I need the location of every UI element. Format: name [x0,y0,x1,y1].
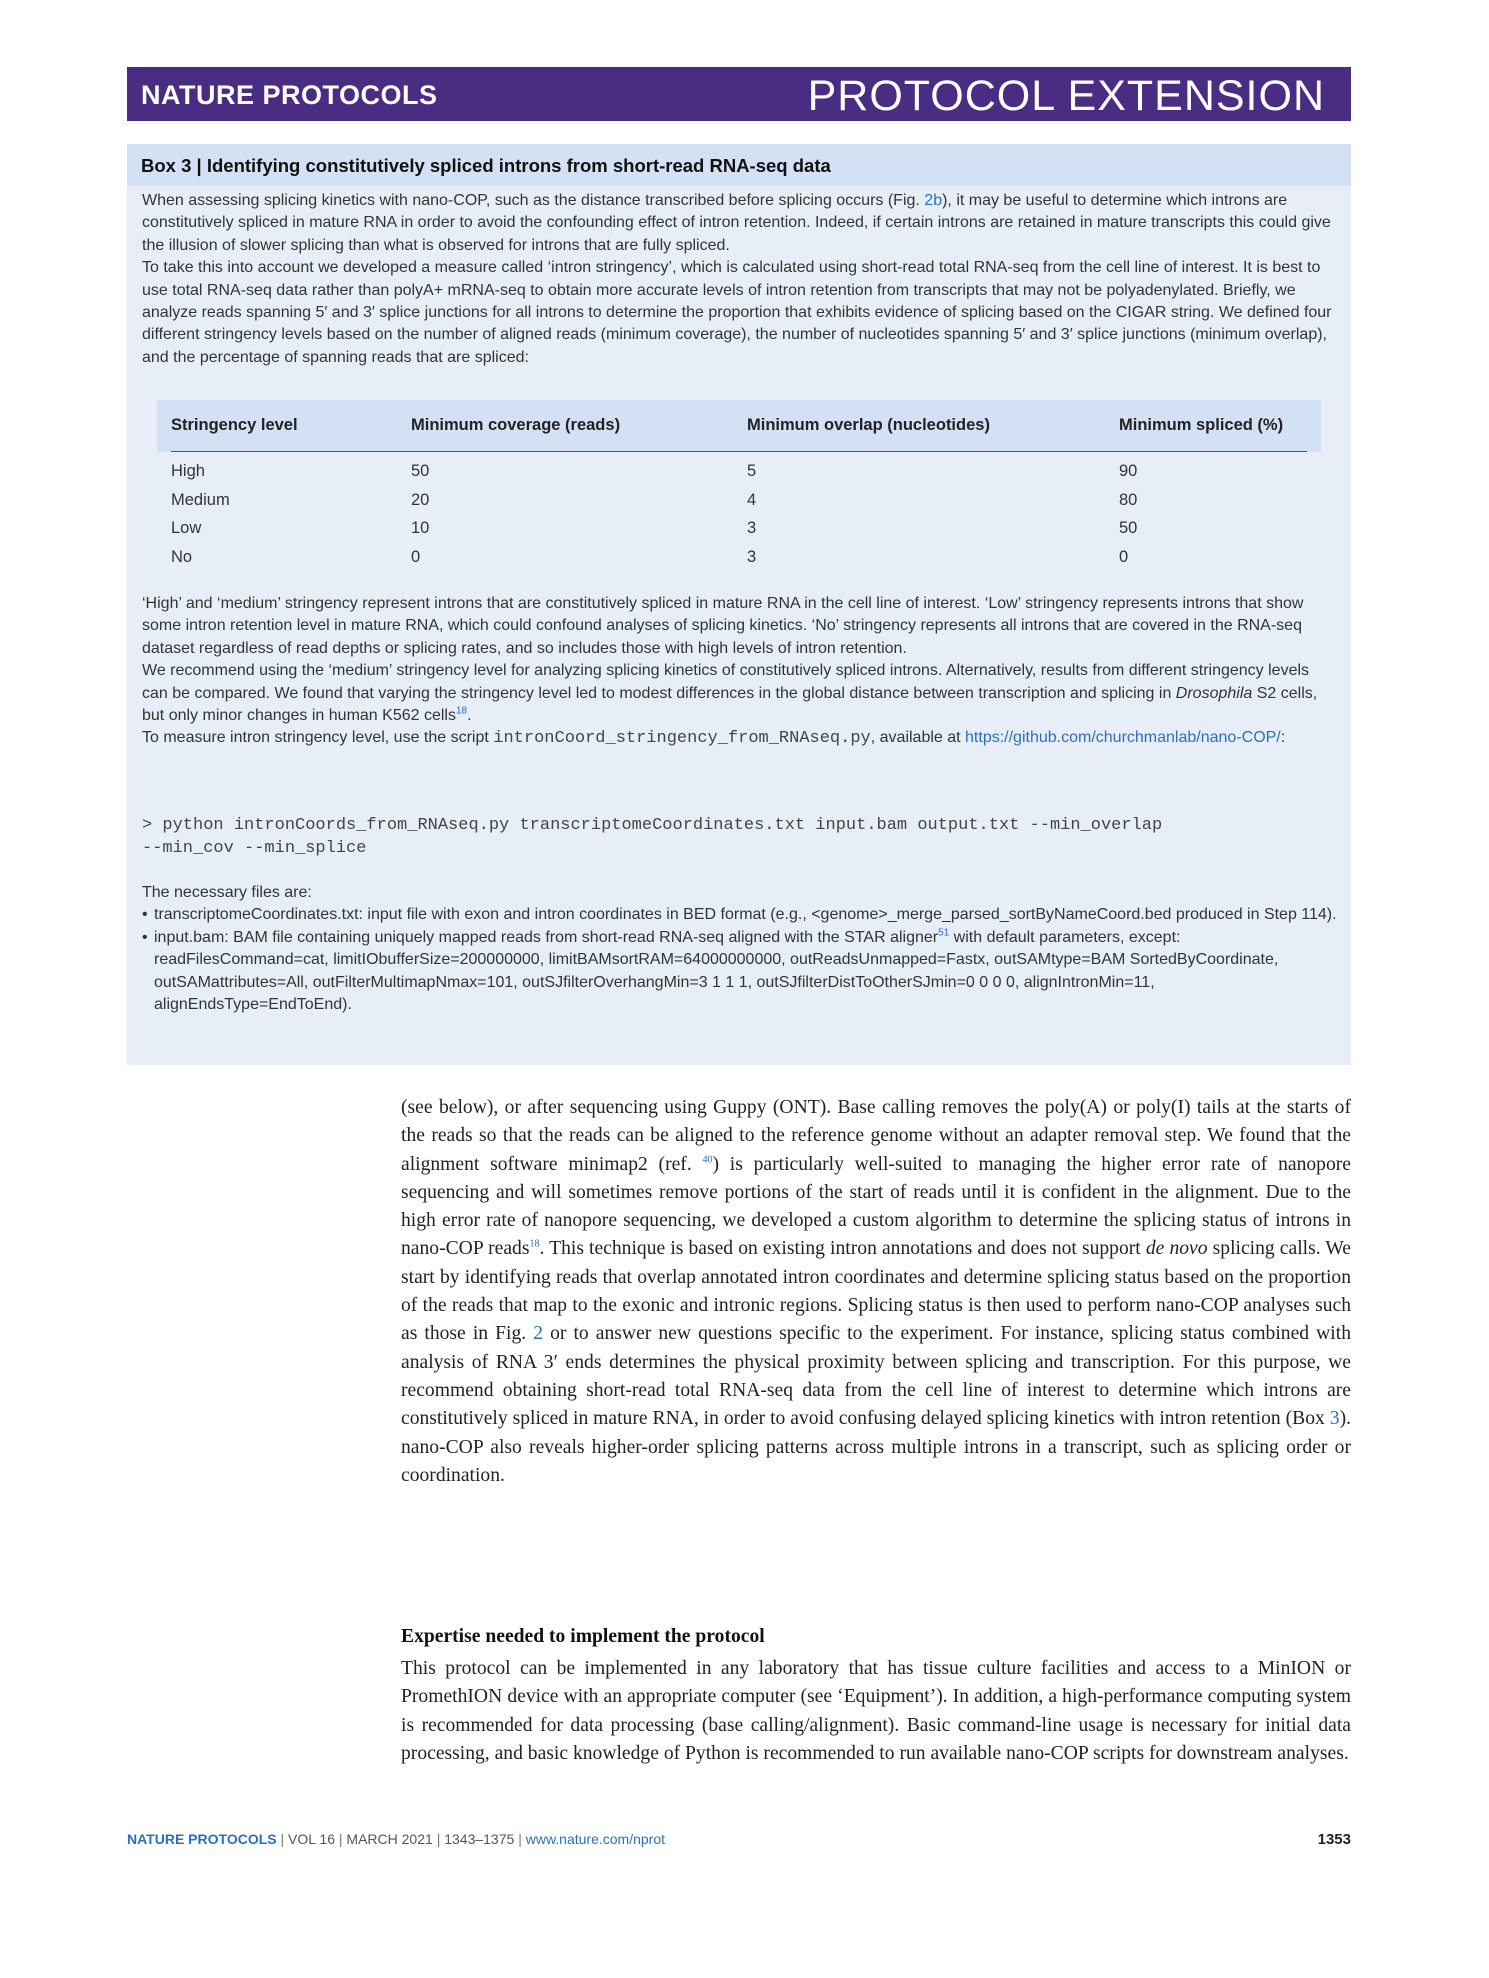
table-cell: 5 [747,462,757,480]
box-paragraph-2: To take this into account we developed a measure called ‘intron stringency’, which is calculated using short-read total RNA-seq from the cell line of interest. It is best to use total RNA-seq data rather than polyA+ mRNA-seq to obtain more accurate levels of intron retention from transcripts that may not be polyadenylated. Briefly, we analyze reads spanning 5′ and 3′ splice junctions for all introns to determine the proportion that exhibits evidence of splicing based on the CIGAR string. We defined four different stringency levels based on the number of aligned reads (minimum coverage), the number of nucleotides spanning 5′ and 3′ splice junctions (minimum overlap), and the percentage of spanning reads that are spliced: [142,259,1332,366]
table-cell: 4 [747,490,757,509]
footer-url[interactable]: www.nature.com/nprot [525,1831,666,1847]
files-intro: The necessary files are: [142,884,312,901]
page-number: 1353 [1317,1831,1351,1848]
command-block [142,815,1338,860]
table-cell: 10 [411,519,430,537]
table-cell: 0 [1119,547,1129,566]
box-stringency-text [142,593,1338,751]
page-footer: NATURE PROTOCOLS | VOL 16 | MARCH 2021 | 1343–1375 | www.nature.com/nprot 1353 [127,1831,1351,1848]
table-cell: Low [171,519,202,537]
box-paragraph-4: We recommend using the ‘medium’ stringency level for analyzing splicing kinetics of constitutively spliced introns. Alternatively, results from different stringency levels can be compared. We found that varying the stringency level led to modest differences in the global distance between transcription and splicing in Drosophila S2 cells, but only minor changes in human K562 cells$^{18}$. [142,662,1318,725]
footer-date: MARCH 2021 [346,1831,433,1847]
table-header-cell: Minimum coverage (reads) [411,416,621,434]
table-header-cell: Stringency level [171,416,298,434]
table-body [157,452,1321,582]
ref-18-link[interactable]: 18 [529,1238,540,1250]
table-cell: 50 [1119,519,1138,537]
body-paragraph-1: (see below), or after sequencing using Guppy (ONT). Base calling removes the poly(A) or poly(I) tails at the starts of the reads so that the reads can be aligned to the reference genome without an adapter removal step. We found that the alignment software minimap2 (ref. $^{40}$) is particularly well-suited to managing the higher error rate of nanopore sequencing and will sometimes remove portions of the start of reads until it is confident in the alignment. Due to the high error rate of nanopore sequencing, we developed a custom algorithm to determine the splicing status of introns in nano-COP reads$^{18}$. This technique is based on existing intron annotations and does not support de novo splicing calls. We start by identifying reads that overlap annotated intron coordinates and determine splicing status based on the proportion of the reads that map to the exonic and intronic regions. Splicing status is then used to perform nano-COP analyses such as those in Fig. 2 or to answer new questions specific to the experiment. For instance, splicing status combined with analysis of RNA 3′ ends determines the physical proximity between splicing and transcription. For this purpose, we recommend obtaining short-read total RNA-seq data from the cell line of interest to determine which introns are constitutively spliced in mature RNA, in order to avoid confusing delayed splicing kinetics with intron retention (Box 3). nano-COP also reveals higher-order splicing patterns across multiple introns in a transcript, such as splicing order or coordination. [401,1097,1351,1486]
box-paragraph-3: ‘High’ and ‘medium’ stringency represent introns that are constitutively spliced in mature RNA in the cell line of interest. ‘Low’ stringency represents introns that show some intron retention level in mature RNA, which could confound analyses of splicing kinetics. ‘No’ stringency represents all introns that are covered in the RNA-seq dataset regardless of read depths or splicing rates, and so includes those with high levels of intron retention. [142,595,1304,657]
table-cell: No [171,547,193,566]
footer-volume: VOL 16 [288,1831,335,1847]
table-cell: 3 [747,519,757,537]
table-header-cell: Minimum spliced (%) [1119,416,1284,434]
script-name: intronCoord_stringency_from_RNAseq.py [493,729,871,749]
table-cell: High [171,462,205,480]
files-section [142,882,1338,1016]
fig-2-link[interactable]: 2 [533,1323,544,1345]
table-cell: 3 [747,547,757,566]
list-item: • input.bam: BAM file containing uniquely mapped reads from short-read RNA-seq aligned with the STAR aligner$^{51}$ with default parameters, except: readFilesCommand=cat, limitIObufferSize=200000000, limitBAMsortRAM=64000000000, outReadsUnmapped=Fastx, outSAMtype=BAM SortedByCoordinate, outSAMattributes=All, outFilterMultimapNmax=101, outSJfilterOverhangMin=3 1 1 1, outSJfilterDistToOtherSJmin=0 0 0 0, alignIntronMin=11, alignEndsType=EndToEnd). [142,927,1338,1017]
box-paragraph-1: When assessing splicing kinetics with nano-COP, such as the distance transcribed before splicing occurs (Fig. 2b), it may be useful to determine which introns are constitutively spliced in mature RNA in order to avoid the confounding effect of intron retention. Indeed, if certain introns are retained in mature transcripts this could give the illusion of slower splicing than what is observed for introns that are fully spliced. [142,192,1331,254]
table-header [157,400,1321,452]
table-cell: 20 [411,490,430,509]
box-title: Box 3 | Identifying constitutively spliced introns from short-read RNA-seq data [141,155,831,176]
article-type: PROTOCOL EXTENSION [807,72,1325,120]
journal-name: NATURE PROTOCOLS [141,80,438,110]
ref-51-link[interactable]: 51 [938,927,950,939]
table-row [157,462,1321,491]
command-line: --min_cov --min_splice [142,838,367,858]
table-cell: 80 [1119,490,1138,509]
footer-journal: NATURE PROTOCOLS [127,1831,277,1847]
table-row [157,519,1321,548]
ref-40-link[interactable]: 40 [702,1154,713,1166]
box-intro-text [142,190,1338,369]
table-row [157,548,1321,577]
table-cell: Medium [171,490,230,509]
box-title-bar [127,144,1351,186]
table-cell: 50 [411,462,430,480]
ref-18-link[interactable]: 18 [455,705,468,717]
list-item: • transcriptomeCoordinates.txt: input file with exon and intron coordinates in BED format (e.g., <genome>_merge_parsed_sortByNameCoord.bed produced in Step 114). [142,904,1338,926]
box-paragraph-5: To measure intron stringency level, use the script intronCoord_stringency_from_RNAseq.py, available at https://github.com/churchmanlab/nano-COP/: [142,729,1286,749]
body-paragraph-2: This protocol can be implemented in any laboratory that has tissue culture facilities and access to a MinION or PromethION device with an appropriate computer (see ‘Equipment’). In addition, a high-performance computing system is recommended for data processing (base calling/alignment). Basic command-line usage is necessary for initial data processing, and basic knowledge of Python is recommended to run available nano-COP scripts for downstream analyses. [401,1658,1351,1764]
table-cell: 0 [411,547,421,566]
table-header-cell: Minimum overlap (nucleotides) [747,416,990,434]
footer-pages: 1343–1375 [444,1831,515,1847]
box-3-link[interactable]: 3 [1329,1408,1340,1430]
github-link[interactable]: https://github.com/churchmanlab/nano-COP/ [965,729,1281,747]
box-3 [127,144,1351,1065]
section-heading: Expertise needed to implement the protocol [401,1626,765,1647]
command-line: > python intronCoords_from_RNAseq.py transcriptomeCoordinates.txt input.bam output.txt --min_overlap [142,816,1163,835]
table-row [157,491,1321,520]
journal-header [127,67,1351,121]
table-cell: 90 [1119,462,1138,480]
fig-2b-link[interactable]: 2b [924,192,943,209]
stringency-table [157,400,1321,582]
files-list [142,904,1338,1016]
